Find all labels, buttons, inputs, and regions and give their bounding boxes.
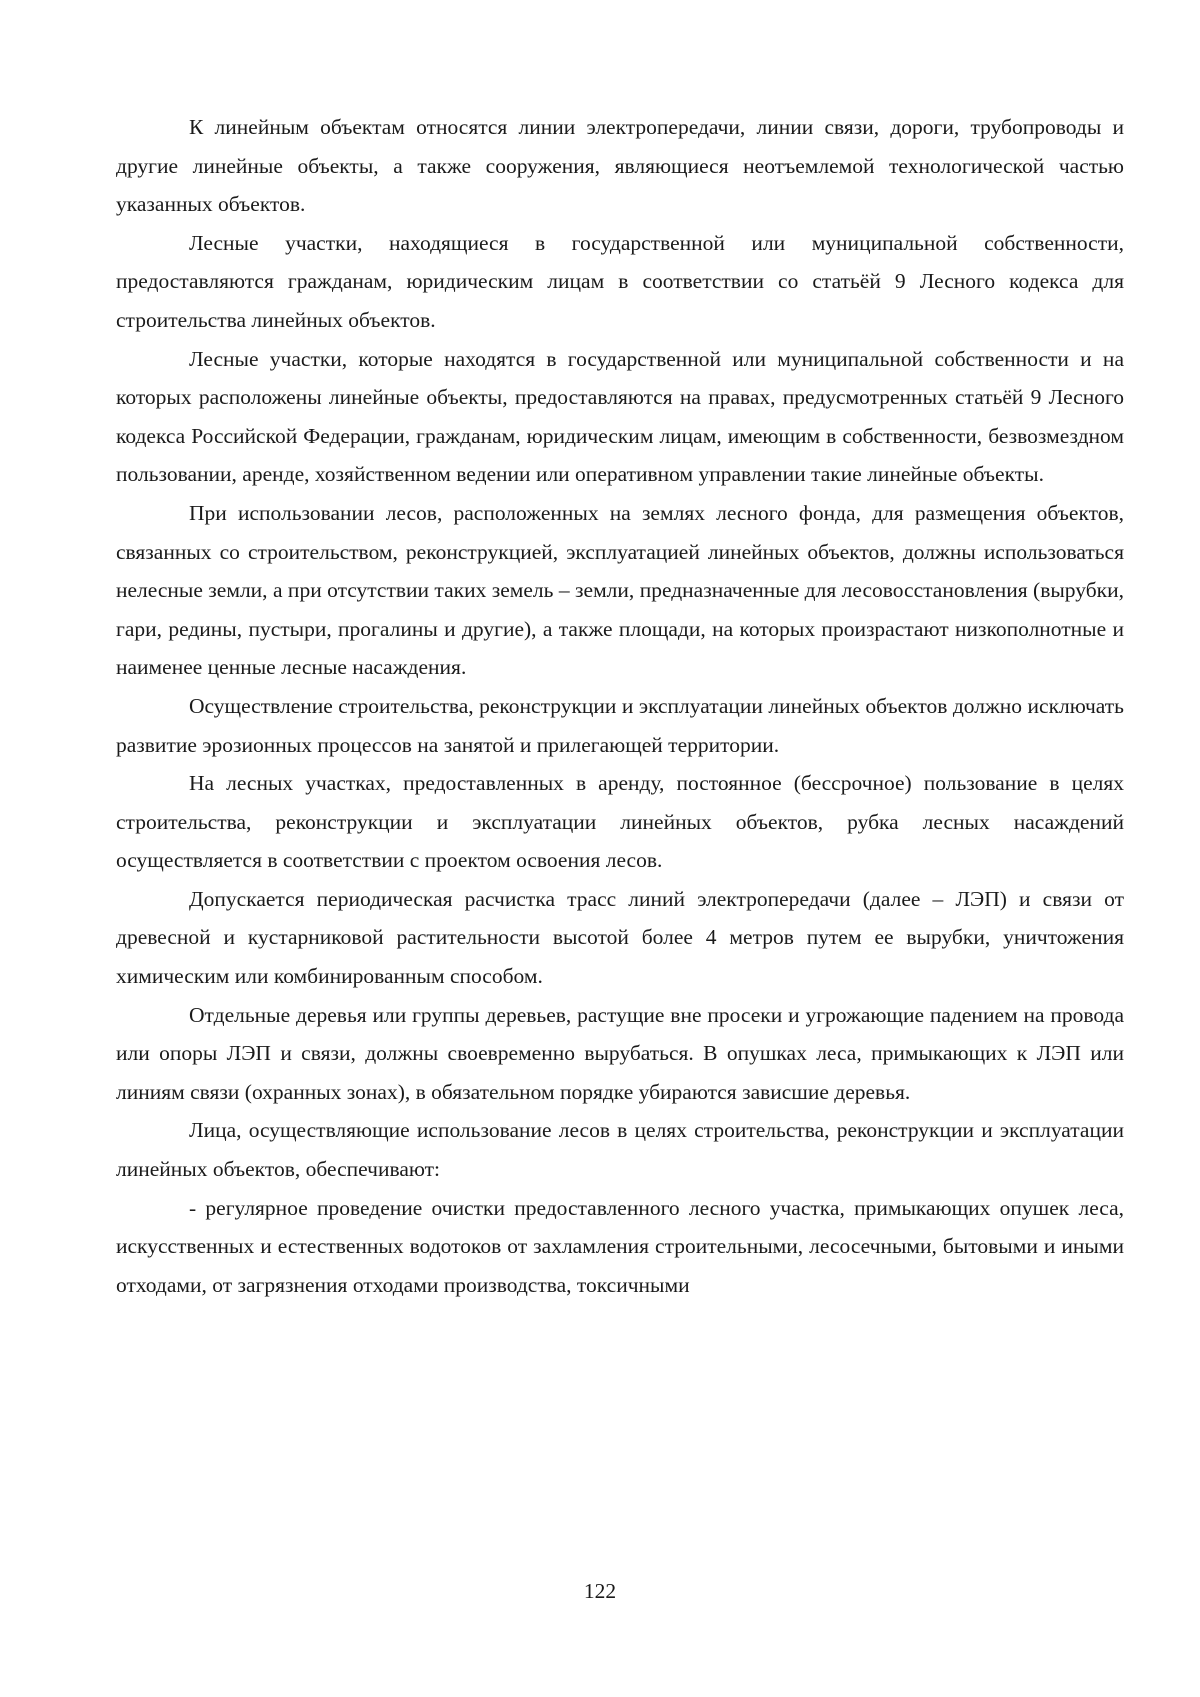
paragraph-erosion-prevention: Осуществление строительства, реконструкции и эксплуатации линейных объектов должно исключать развитие эрозионных процессов на занятой и прилегающей территории. bbox=[116, 693, 1124, 757]
paragraph-existing-objects-rights: Лесные участки, которые находятся в государственной или муниципальной собственности и на которых расположены линейные объекты, предоставляются на правах, предусмотренных статьёй 9 Лесного кодекса Российской Федерации, гражданам, юридическим лицам, имеющим в собственности, безвозмездном пользовании, аренде, хозяйственном ведении или оперативном управлении такие линейные объекты. bbox=[116, 346, 1124, 487]
paragraph-obligation-cleaning: - регулярное проведение очистки предоставленного лесного участка, примыкающих опушек леса, искусственных и естественных водотоков от захламления строительными, лесосечными, бытовыми и иными отходами, от загрязнения отходами производства, токсичными bbox=[116, 1195, 1124, 1297]
document-page bbox=[116, 108, 1124, 1304]
paragraph-non-forest-lands: При использовании лесов, расположенных на землях лесного фонда, для размещения объектов, связанных со строительством, реконструкцией, эксплуатацией линейных объектов, должны использоваться нелесные земли, а при отсутствии таких земель – земли, предназначенные для лесовосстановления (вырубки, гари, редины, пустыри, прогалины и другие), а также площади, на которых произрастают низкополнотные и наименее ценные лесные насаждения. bbox=[116, 500, 1124, 680]
paragraph-route-clearing: Допускается периодическая расчистка трасс линий электропередачи (далее – ЛЭП) и связи от древесной и кустарниковой растительности высотой более 4 метров путем ее вырубки, уничтожения химическим или комбинированным способом. bbox=[116, 886, 1124, 989]
paragraph-state-land-provision: Лесные участки, находящиеся в государственной или муниципальной собственности, предоставляются гражданам, юридическим лицам в соответствии со статьёй 9 Лесного кодекса для строительства линейных объектов. bbox=[116, 230, 1124, 332]
paragraph-obligations-intro: Лица, осуществляющие использование лесов в целях строительства, реконструкции и эксплуатации линейных объектов, обеспечивают: bbox=[116, 1118, 1124, 1182]
paragraph-linear-objects-definition: К линейным объектам относятся линии электропередачи, линии связи, дороги, трубопроводы и другие линейные объекты, а также сооружения, являющиеся неотъемлемой технологической частью указанных объектов. bbox=[116, 115, 1124, 217]
page-number: 122 bbox=[583, 1579, 617, 1603]
paragraph-hazard-trees: Отдельные деревья или группы деревьев, растущие вне просеки и угрожающие падением на провода или опоры ЛЭП и связи, должны своевременно вырубаться. В опушках леса, примыкающих к ЛЭП или линиям связи (охранных зонах), в обязательном порядке убираются зависшие деревья. bbox=[116, 1002, 1124, 1104]
paragraph-felling-project: На лесных участках, предоставленных в аренду, постоянное (бессрочное) пользование в целях строительства, реконструкции и эксплуатации линейных объектов, рубка лесных насаждений осуществляется в соответствии с проектом освоения лесов. bbox=[116, 771, 1124, 873]
